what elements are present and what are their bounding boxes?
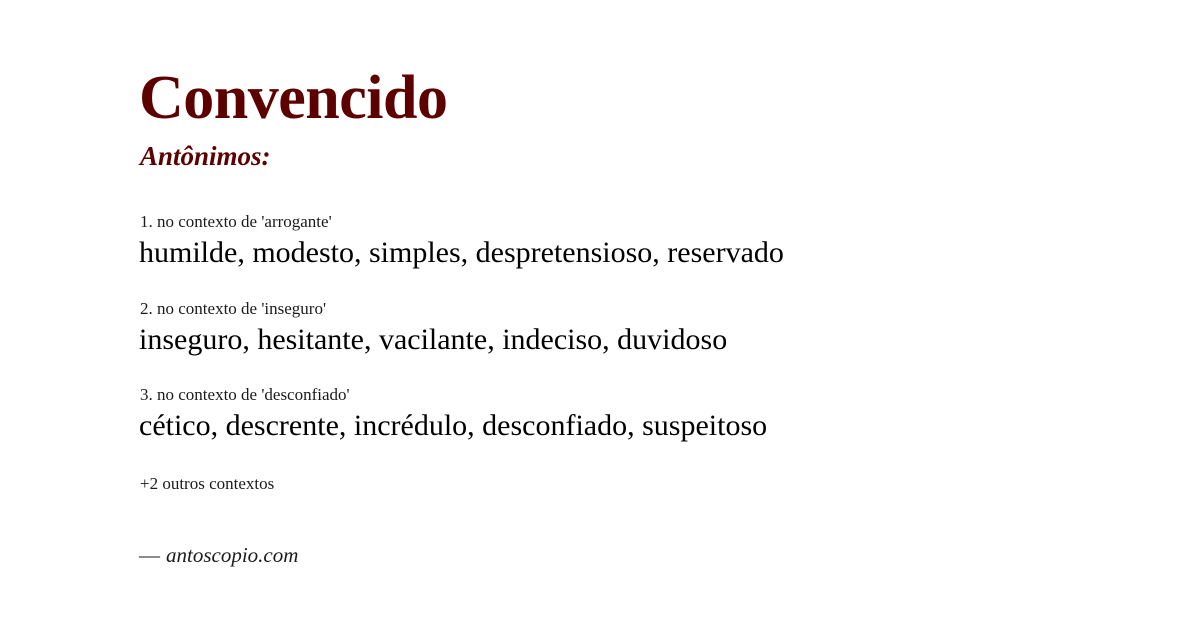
sense-synonyms: humilde, modesto, simples, despretensioso, reservado — [139, 236, 784, 270]
source-label: antoscopio.com — [166, 542, 299, 567]
page-title: Convencido — [139, 64, 448, 132]
sense-context: 3. no contexto de 'desconfiado' — [140, 385, 350, 405]
sense-synonyms: inseguro, hesitante, vacilante, indeciso, duvidoso — [139, 322, 728, 356]
sense-item — [139, 212, 1100, 272]
section-subtitle: Antônimos: — [140, 141, 271, 172]
em-dash: — — [139, 542, 160, 567]
sense-context: 2. no contexto de 'inseguro' — [140, 298, 327, 318]
sense-item — [139, 385, 1100, 445]
sense-list — [139, 212, 1100, 445]
sense-context: 1. no contexto de 'arrogante' — [140, 212, 332, 232]
sense-item — [139, 299, 1100, 359]
sense-synonyms: cético, descrente, incrédulo, desconfiado, suspeitoso — [139, 409, 768, 443]
more-contexts-label: +2 outros contextos — [140, 473, 275, 493]
source-attribution — [139, 543, 1100, 568]
